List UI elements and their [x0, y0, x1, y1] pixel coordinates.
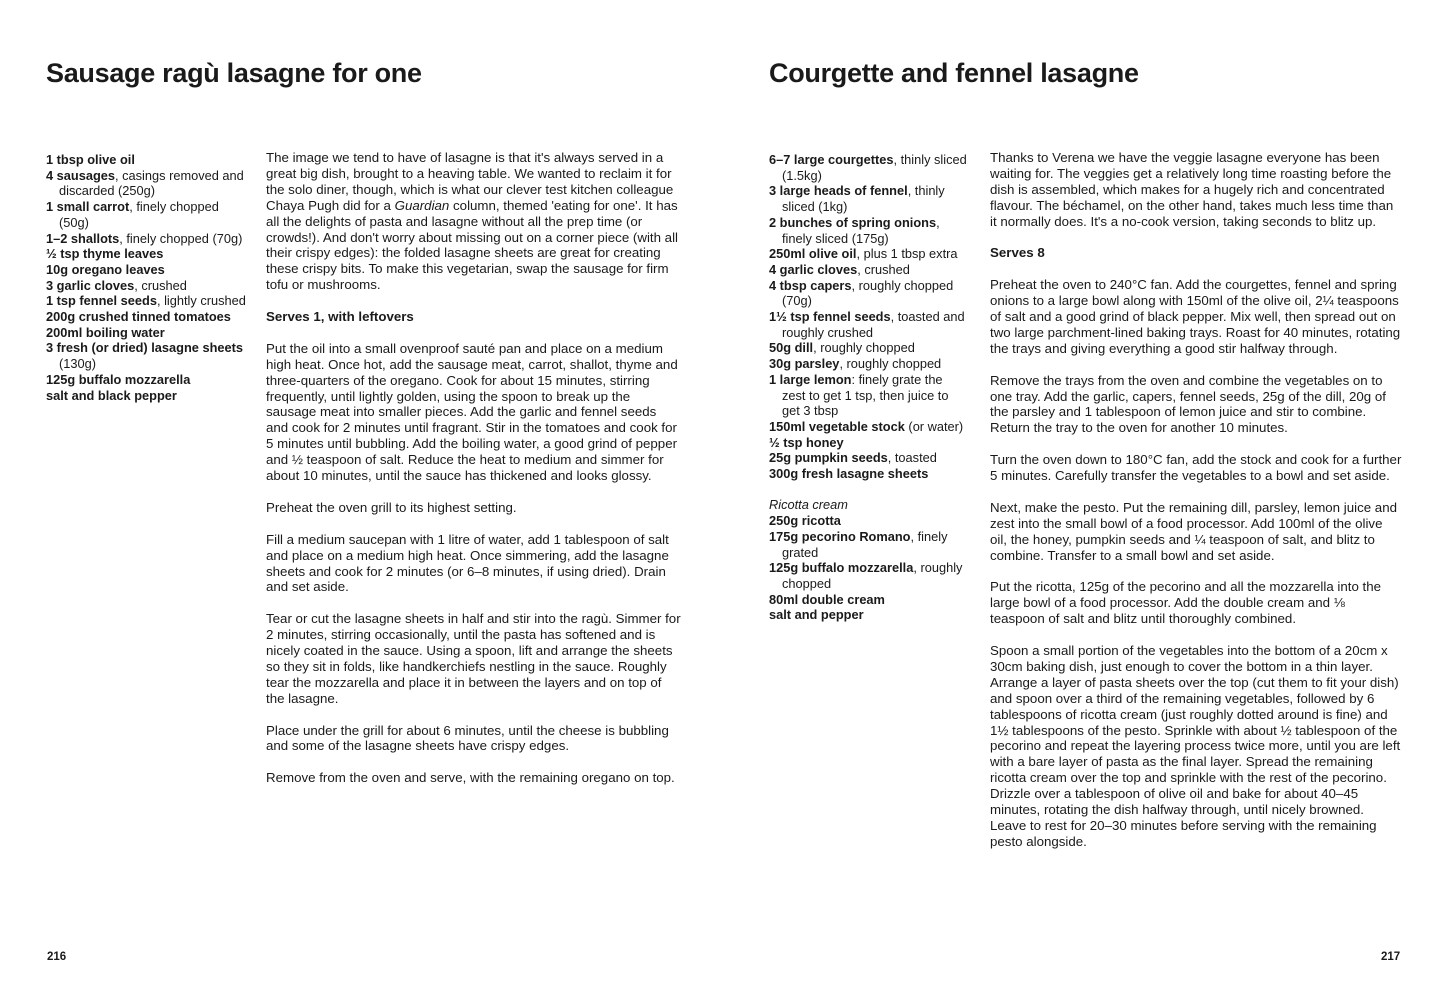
ingredient-prep: , roughly chopped: [813, 340, 915, 356]
ingredient-quantity: 50g dill: [769, 340, 814, 356]
ingredient-prep: : finely grate the zest to get 1 tsp, then juice to get 3 tbsp: [782, 371, 949, 419]
method-paragraph: Spoon a small portion of the vegetables into the bottom of a 20cm x 30cm baking dish, just enough to cover the bottom in a thin layer. Arrange a layer of pasta sheets over the top (cut them to fit your dish) and spoon over a third of the remaining vegetables, followed by 6 tablespoons of ricotta cream (just roughly dotted around is fine) and 1½ tablespoons of the pesto. Sprinkle with about ½ tablespoon of the pecorino and repeat the layering process twice more, until you are left with a bare layer of pasta as the final layer. Spread the remaining ricotta cream over the top and sprinkle with the rest of the pecorino. Drizzle over a tablespoon of olive oil and bake for about 40–45 minutes, rotating the dish halfway through, until nicely browned. Leave to rest for 20–30 minutes before serving with the remaining pesto alongside.: [990, 642, 1401, 849]
ingredient-prep: , roughly chopped (70g): [782, 277, 954, 309]
ingredient-item: [769, 309, 967, 340]
ingredient-prep: , lightly crushed: [156, 293, 246, 309]
ingredient-item: [769, 450, 967, 466]
ingredient-quantity: 175g pecorino Romano: [769, 528, 911, 544]
ingredient-item: [46, 372, 246, 388]
ingredient-prep: , roughly chopped: [782, 560, 963, 591]
ingredient-item: [769, 246, 967, 262]
ingredient-item: [769, 183, 967, 214]
ingredient-item: [769, 435, 967, 451]
serves-line-left: Serves 1, with leftovers: [266, 309, 414, 325]
ingredient-prep: , thinly sliced (1kg): [782, 183, 945, 215]
ingredient-quantity: 10g oregano leaves: [46, 261, 165, 277]
ingredient-quantity: salt and black pepper: [46, 387, 177, 403]
ingredient-item: [46, 262, 246, 278]
ingredient-quantity: 25g pumpkin seeds: [769, 450, 888, 466]
ingredient-quantity: salt and pepper: [769, 607, 864, 623]
ingredient-item: [46, 325, 246, 341]
ingredient-list-right: [769, 152, 967, 623]
ingredient-subhead: Ricotta cream: [769, 497, 848, 513]
ingredient-item: [46, 246, 246, 262]
ingredient-item: [46, 309, 246, 325]
ingredient-item: [46, 388, 246, 404]
ingredient-item: [46, 231, 246, 247]
method-right: [990, 277, 1402, 850]
intro-text: column, themed 'eating for one'. It has all the delights of pasta and lasagne without all the prep time (or crowds!). And don't worry about missing out on a corner piece (with all their crispy edges): the folded lasagne sheets are great for creating these crispy bits. To make this vegetarian, swap the sausage for firm tofu or mushrooms.: [266, 197, 678, 293]
ingredient-prep: , crushed: [134, 277, 187, 293]
method-paragraph: Remove the trays from the oven and combine the vegetables on to one tray. Add the garlic, capers, fennel seeds, 25g of the dill, 20g of the parsley and 1 tablespoon of lemon juice and stir to combine. Return the tray to the oven for another 10 minutes.: [990, 372, 1386, 436]
method-left: [266, 341, 682, 786]
intro-paragraph-right: Thanks to Verena we have the veggie lasagne everyone has been waiting for. The veggies get a relatively long time roasting before the dish is assembled, which makes for a hugely rich and concentrated flavour. The béchamel, on the other hand, takes much less time than it normally does. It's a no-cook version, taking seconds to blitz up.: [990, 150, 1394, 229]
method-paragraph: Turn the oven down to 180°C fan, add the stock and cook for a further 5 minutes. Carefully transfer the vegetables to a bowl and set aside.: [990, 452, 1402, 484]
ingredient-item: [769, 340, 967, 356]
ingredient-prep: , casings removed and discarded (250g): [59, 167, 244, 199]
intro-paragraph-left: [266, 150, 682, 293]
serves-line-right: Serves 8: [990, 245, 1045, 261]
page-number-left: 216: [47, 951, 67, 963]
ingredient-quantity: ½ tsp thyme leaves: [46, 246, 164, 262]
ingredient-quantity: 80ml double cream: [769, 591, 885, 607]
ingredient-quantity: 3 fresh (or dried) lasagne sheets: [46, 340, 243, 356]
ingredient-item: [769, 278, 967, 309]
ingredient-quantity: 150ml vegetable stock: [769, 418, 905, 434]
intro-text: The image we tend to have of lasagne is that it's always served in a great big dish, brought to a heaving table. We wanted to reclaim it for the solo diner, though, which is what our clever test kitchen colleague Chaya Pugh did for a: [266, 150, 674, 213]
ingredient-item: [769, 560, 967, 591]
ingredient-item: [769, 372, 967, 419]
ingredient-prep: , finely chopped (70g): [119, 230, 243, 246]
method-paragraph: Preheat the oven grill to its highest setting.: [266, 499, 517, 515]
ingredient-quantity: 1 tsp fennel seeds: [46, 293, 157, 309]
method-paragraph: Next, make the pesto. Put the remaining dill, parsley, lemon juice and zest into the small bowl of a food processor. Add 100ml of the olive oil, the honey, pumpkin seeds and ¼ teaspoon of salt, and blitz to combine. Transfer to a small bowl and set aside.: [990, 499, 1397, 563]
ingredient-prep: , crushed: [857, 261, 910, 277]
ingredient-quantity: 1 large lemon: [769, 371, 852, 387]
ingredient-item: [46, 278, 246, 294]
ingredient-prep: , toasted and roughly crushed: [782, 309, 965, 340]
recipe-title-left: Sausage ragù lasagne for one: [46, 58, 422, 88]
ingredient-list-left: [46, 152, 246, 403]
ingredient-quantity: 1½ tsp fennel seeds: [769, 309, 891, 325]
ingredient-prep: , finely grated: [782, 528, 948, 560]
ingredient-item: [769, 607, 967, 623]
ingredient-quantity: 125g buffalo mozzarella: [769, 560, 914, 576]
ingredient-quantity: 1 small carrot: [46, 199, 130, 215]
ingredient-quantity: 3 large heads of fennel: [769, 183, 908, 199]
ingredient-prep: , finely sliced (175g): [782, 214, 940, 246]
recipe-body-right: [990, 150, 1402, 866]
recipe-title-right: Courgette and fennel lasagne: [769, 58, 1139, 88]
ingredient-quantity: ½ tsp honey: [769, 434, 844, 450]
page-number-right: 217: [1381, 951, 1401, 963]
ingredient-quantity: 250g ricotta: [769, 513, 841, 529]
ingredient-quantity: 1–2 shallots: [46, 230, 120, 246]
ingredient-quantity: 250ml olive oil: [769, 246, 857, 262]
ingredient-quantity: 200g crushed tinned tomatoes: [46, 309, 231, 325]
ingredient-item: [769, 152, 967, 183]
ingredient-quantity: 4 garlic cloves: [769, 261, 858, 277]
ingredient-quantity: 3 garlic cloves: [46, 277, 135, 293]
ingredient-item: [769, 513, 967, 529]
intro-italic-word: Guardian: [394, 197, 450, 213]
ingredient-quantity: 125g buffalo mozzarella: [46, 371, 191, 387]
ingredient-quantity: 4 tbsp capers: [769, 277, 852, 293]
ingredient-item: [46, 199, 246, 230]
ingredient-quantity: 30g parsley: [769, 356, 840, 372]
ingredient-item: [769, 529, 967, 560]
method-paragraph: Preheat the oven to 240°C fan. Add the courgettes, fennel and spring onions to a large bowl along with 150ml of the olive oil, 2¼ teaspoons of salt and a good grind of black pepper. Mix well, then spread out on two large parchment-lined baking trays. Roast for 40 minutes, rotating the trays and giving everything a good stir halfway through.: [990, 277, 1401, 356]
ingredient-quantity: 300g fresh lasagne sheets: [769, 466, 929, 482]
ingredient-quantity: 200ml boiling water: [46, 324, 165, 340]
ingredient-quantity: 4 sausages: [46, 167, 116, 183]
ingredient-item: [46, 152, 246, 168]
ingredient-item: [769, 262, 967, 278]
method-paragraph: Tear or cut the lasagne sheets in half and stir into the ragù. Simmer for 2 minutes, stirring occasionally, until the pasta has softened and is nicely coated in the sauce. Using a spoon, lift and arrange the sheets so they sit in folds, like handkerchiefs nestling in the sauce. Roughly tear the mozzarella and place it in between the layers and on top of the lasagne.: [266, 611, 681, 706]
method-paragraph: Remove from the oven and serve, with the remaining oregano on top.: [266, 770, 675, 786]
ingredient-prep: , finely chopped (50g): [59, 199, 219, 230]
ingredient-quantity: 1 tbsp olive oil: [46, 152, 135, 167]
ingredient-item: [769, 592, 967, 608]
method-paragraph: Put the oil into a small ovenproof sauté pan and place on a medium high heat. Once hot, add the sausage meat, carrot, shallot, thyme and three-quarters of the oregano. Cook for about 15 minutes, stirring frequently, until lightly golden, using the spoon to break up the sausage meat into smaller pieces. Add the garlic and fennel seeds and cook for 2 minutes until fragrant. Stir in the tomatoes and cook for 5 minutes until bubbling. Add the boiling water, a good grind of pepper and ½ teaspoon of salt. Reduce the heat to medium and simmer for about 10 minutes, until the sauce has thickened and looks glossy.: [266, 340, 678, 484]
ingredient-quantity: 2 bunches of spring onions: [769, 214, 937, 230]
ingredient-item: [769, 356, 967, 372]
ingredient-prep: , thinly sliced (1.5kg): [782, 152, 967, 183]
method-paragraph: Fill a medium saucepan with 1 litre of water, add 1 tablespoon of salt and place on a medium high heat. Once simmering, add the lasagne sheets and cook for 2 minutes (or 6–8 minutes, if using dried). Drain and set aside.: [266, 531, 669, 595]
ingredient-item: [769, 466, 967, 482]
ingredient-item: [46, 168, 246, 199]
ingredient-prep: , roughly chopped: [839, 356, 942, 372]
ingredient-prep: (130g): [59, 356, 96, 372]
ingredient-prep: (or water): [904, 418, 964, 434]
ingredient-quantity: 6–7 large courgettes: [769, 152, 894, 167]
recipe-body-left: [266, 150, 682, 802]
ingredient-item: [46, 340, 246, 371]
ingredient-prep: , plus 1 tbsp extra: [856, 246, 958, 262]
ingredient-prep: , toasted: [887, 450, 937, 466]
ingredient-item: [769, 419, 967, 435]
method-paragraph: Place under the grill for about 6 minutes, until the cheese is bubbling and some of the lasagne sheets have crispy edges.: [266, 722, 669, 754]
ingredient-item: [769, 215, 967, 246]
method-paragraph: Put the ricotta, 125g of the pecorino and all the mozzarella into the large bowl of a food processor. Add the double cream and ⅛ teaspoon of salt and blitz until thoroughly combined.: [990, 579, 1382, 627]
ingredient-item: [46, 293, 246, 309]
